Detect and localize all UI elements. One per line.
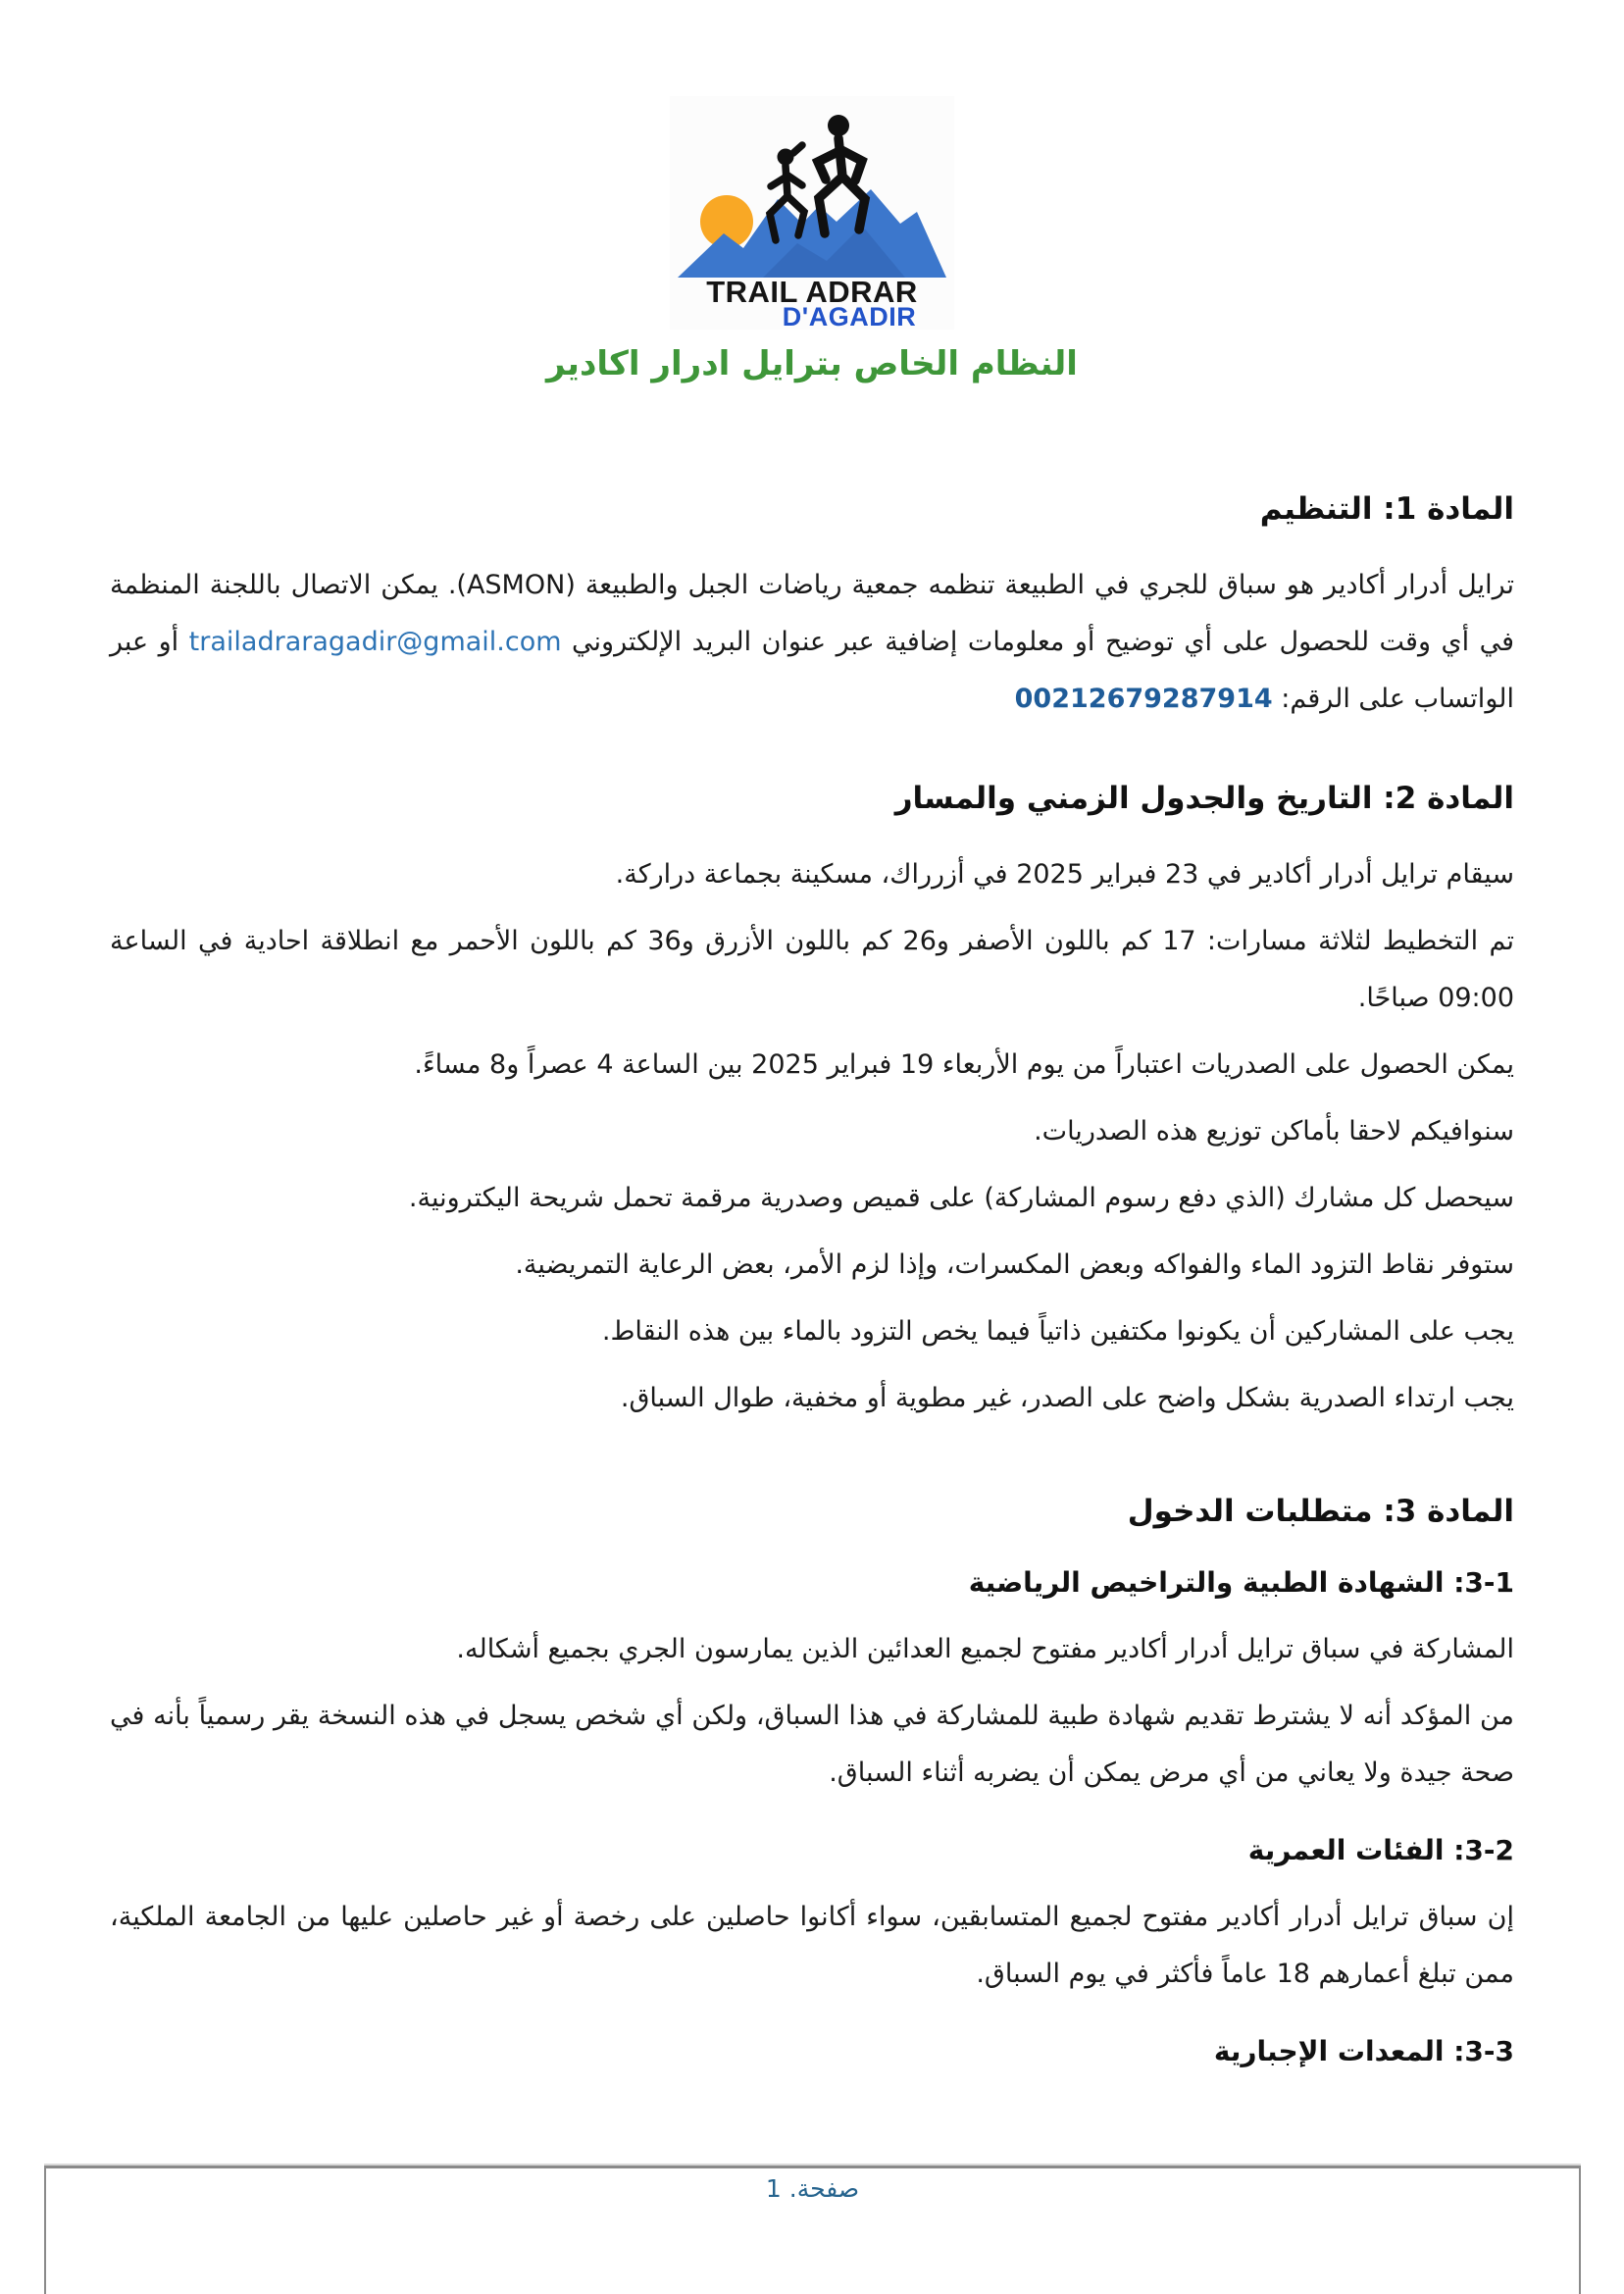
subsection-3-2-heading: 3-2: الفئات العمرية: [1247, 1834, 1514, 1867]
contact-intro-text: ترايل أدرار أكادير هو سباق للجري في الطبيعة تنظمه جمعية رياضات الجبل والطبيعة (ASMON). يمكن الاتصال باللجنة المنظمة في أي وقت للحصول على أي توضيح أو معلومات إضافية عبر عنوان البريد الإلكتروني: [110, 569, 1514, 657]
paragraph-bibs-pickup: يمكن الحصول على الصدريات اعتباراً من يوم الأربعاء 19 فبراير 2025 بين الساعة 4 عصراً و8 مساءً.: [414, 1049, 1514, 1081]
document-title: النظام الخاص بترايل ادرار اكادير: [546, 344, 1078, 383]
paragraph-bib-chip: سيحصل كل مشارك (الذي دفع رسوم المشاركة) على قميص وصدرية مرقمة تحمل شريحة اليكترونية.: [408, 1183, 1514, 1214]
paragraph-bibs-locations: سنوافيكم لاحقا بأماكن توزيع هذه الصدريات.: [1034, 1116, 1514, 1147]
contact-middle-text: أو عبر الواتساب على الرقم:: [110, 626, 1514, 715]
article1-heading: المادة 1: التنظيم: [1259, 491, 1514, 527]
article2-heading: المادة 2: التاريخ والجدول الزمني والمسار: [894, 781, 1514, 817]
paragraph-age-categories: إن سباق ترايل أدرار أكادير مفتوح لجميع المتسابقين، سواء أكانوا حاصلين على رخصة أو غير حاصلين عليها من الجامعة الملكية، ممن تبلغ أعمارهم 18 عاماً فأكثر في يوم السباق.: [110, 1901, 1514, 1989]
subsection-3-1-heading: 3-1: الشهادة الطبية والتراخيص الرياضية: [968, 1566, 1514, 1600]
subsection-3-3-heading: 3-3: المعدات الإجبارية: [1213, 2034, 1514, 2067]
paragraph-medical-declaration: من المؤكد أنه لا يشترط تقديم شهادة طبية للمشاركة في هذا السباق، ولكن أي شخص يسجل في هذه النسخة يقر رسمياً بأنه في صحة جيدة ولا يعاني من أي مرض يمكن أن يضربه أثناء السباق.: [110, 1701, 1514, 1789]
document-body: [0, 339, 1624, 2071]
email-link[interactable]: trailadraragadir@gmail.com: [188, 626, 562, 657]
page-footer: [44, 2166, 1581, 2294]
logo-text-line1: TRAIL ADRAR: [706, 275, 918, 309]
paragraph-aid-stations: ستوفر نقاط التزود الماء والفواكه وبعض المكسرات، وإذا لزم الأمر، بعض الرعاية التمريضية.: [515, 1249, 1514, 1281]
article3-heading: المادة 3: متطلبات الدخول: [1127, 1494, 1514, 1530]
paragraph-self-sufficiency: يجب على المشاركين أن يكونوا مكتفين ذاتياً فيما يخص التزود بالماء بين هذه النقاط.: [601, 1316, 1514, 1348]
paragraph-open-participation: المشاركة في سباق ترايل أدرار أكادير مفتوح لجميع العدائين الذين يمارسون الجري بجميع أشكاله.: [456, 1633, 1514, 1664]
paragraph-bib-visibility: يجب ارتداء الصدرية بشكل واضح على الصدر، غير مطوية أو مخفية، طوال السباق.: [620, 1383, 1514, 1414]
article1-contact-paragraph: [110, 557, 1514, 728]
logo-text-line2: D'AGADIR: [782, 302, 917, 330]
trail-adrar-logo-image: [670, 96, 954, 330]
whatsapp-phone-number: 00212679287914: [1014, 684, 1273, 715]
page-number-label: صفحة. 1: [765, 2174, 860, 2203]
paragraph-race-date: سيقام ترايل أدرار أكادير في 23 فبراير 2025 في أزرراك، مسكينة بجماعة دراركة.: [615, 859, 1514, 891]
paragraph-routes: تم التخطيط لثلاثة مسارات: 17 كم باللون الأصفر و26 كم باللون الأزرق و36 كم باللون الأحمر مع انطلاقة احادية في الساعة 09:00 صباحًا.: [110, 926, 1514, 1014]
event-logo: [670, 96, 954, 333]
